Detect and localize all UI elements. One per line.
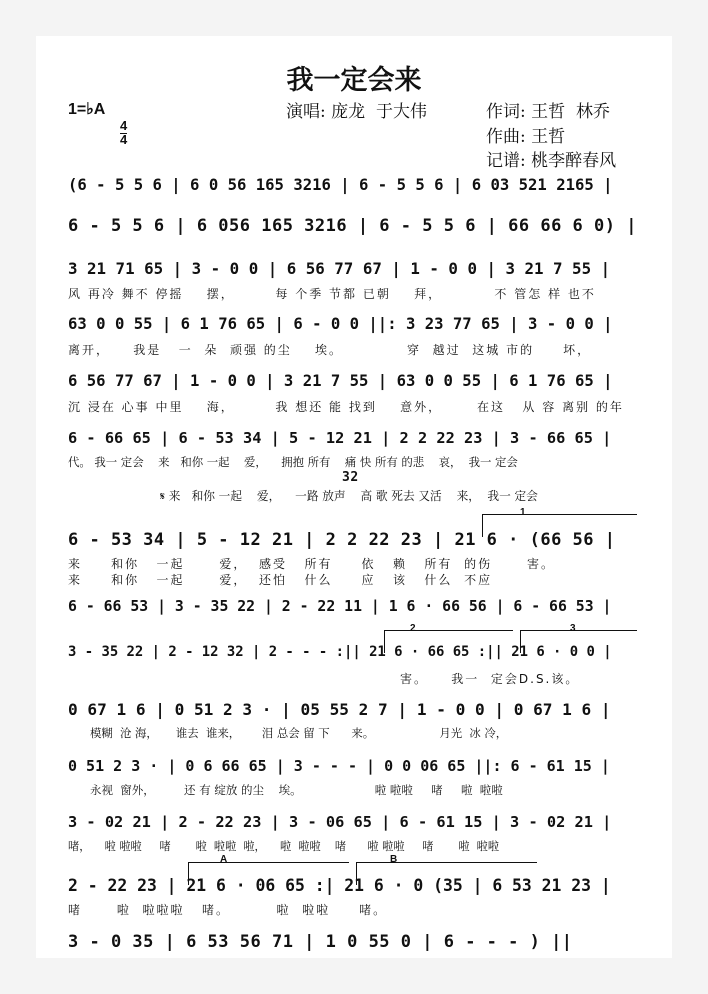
lyric-line: 风 再冷 舞不 停摇 摆， 每 个季 节都 已朝 拜， 不 管怎 样 也不 <box>68 287 596 301</box>
score-row: 6 - 66 53 | 3 - 35 22 | 2 - 22 11 | 1 6 · 66 56 | 6 - 66 53 | <box>68 598 612 615</box>
composer: 作曲: 王哲 <box>486 127 566 147</box>
score-row: 6 - 53 34 | 5 - 12 21 | 2 2 22 23 | 21 6 · (66 56 | <box>68 530 616 550</box>
score-row: (6 - 5 5 6 | 6 0 56 165 3216 | 6 - 5 5 6 | 6 03 521 2165 | <box>68 176 613 194</box>
score-row: 6 56 77 67 | 1 - 0 0 | 3 21 7 55 | 63 0 0 55 | 6 1 76 65 | <box>68 372 613 390</box>
score-row: 63 0 0 55 | 6 1 76 65 | 6 - 0 0 ||: 3 23 77 65 | 3 - 0 0 | <box>68 315 613 333</box>
lyric-line: 啫， 啦 啦啦 啫 啦 啦啦 啦， 啦 啦啦 啫 啦 啦啦 啫 啦 啦啦 <box>68 840 500 853</box>
score-row: 6 - 66 65 | 6 - 53 34 | 5 - 12 21 | 2 2 22 23 | 3 - 66 65 | <box>68 429 612 447</box>
lyric-line: 离开， 我是 一 朵 顽强 的尘 埃。 穿 越过 这城 市的 坏， <box>68 343 592 357</box>
score-row: 3 21 71 65 | 3 - 0 0 | 6 56 77 67 | 1 - 0 0 | 3 21 7 55 | <box>68 259 611 278</box>
volta-label: 2 <box>410 623 416 634</box>
lyric-line: 来 和你 一起 爱， 还怕 什么 应 该 什么 不应 <box>68 573 493 587</box>
time-signature: $\frac{4}{4}$ <box>120 118 128 147</box>
lyric-line: 沉 浸在 心事 中里 海， 我 想还 能 找到 意外， 在这 从 容 离别 的年 <box>68 400 624 414</box>
score-row: 0 51 2 3 · | 0 6 66 65 | 3 - - - | 0 0 06 65 ||: 6 - 61 15 | <box>68 757 610 775</box>
score-row: 0 67 1 6 | 0 51 2 3 · | 05 55 2 7 | 1 - 0 0 | 0 67 1 6 | <box>68 700 611 719</box>
score-row: 3 - 02 21 | 2 - 22 23 | 3 - 06 65 | 6 - 61 15 | 3 - 02 21 | <box>68 813 612 831</box>
score-row: 2 - 22 23 | 21 6 · 06 65 :| 21 6 · 0 (35 | 6 53 21 23 | <box>68 876 611 895</box>
volta-label: 3 <box>570 623 576 634</box>
score-row: 3 - 35 22 | 2 - 12 32 | 2 - - - :|| 21 6 · 66 65 :|| 21 6 · 0 0 | <box>68 644 612 660</box>
transcriber: 记谱: 桃李醉春风 <box>486 151 617 171</box>
section-label: A <box>220 854 228 865</box>
extra-note: 32 <box>342 470 359 485</box>
lyric-line: 代。 我一 定会 来 和你 一起 爱， 拥抱 所有 痛 快 所有 的悲 哀， 我一 定会 <box>68 455 518 469</box>
singers: 演唱: 庞龙 于大伟 <box>286 102 427 122</box>
key-signature: 1=♭A <box>68 101 106 118</box>
score-row: 3 - 0 35 | 6 53 56 71 | 1 0 55 0 | 6 - - - ) || <box>68 932 573 952</box>
lyricist: 作词: 王哲 林乔 <box>486 102 610 122</box>
lyric-line: 𝄋 来 和你 一起 爱， 一路 放声 高 歌 死去 又活 来， 我一 定会 <box>160 489 538 503</box>
lyric-line: 永视 窗外， 还 有 绽放 的尘 埃。 啦 啦啦 啫 啦 啦啦 <box>90 783 503 797</box>
section-label: B <box>390 854 398 865</box>
song-title: 我一定会来 <box>286 65 422 96</box>
volta-label: 1 <box>520 507 526 518</box>
lyric-line: 模糊 沧 海， 谁去 谁来， 泪 总会 留 下 来。 月光 冰 冷， <box>90 726 508 740</box>
lyric-line: 来 和你 一起 爱， 感受 所有 依 赖 所有 的伤 害。 <box>68 557 555 571</box>
score-row: 6 - 5 5 6 | 6 056 165 3216 | 6 - 5 5 6 | 66 66 6 0) | <box>68 216 637 236</box>
lyric-line: 害。 我一 定会D.S.该。 <box>400 672 580 686</box>
lyric-line: 啫 啦 啦啦啦 啫。 啦 啦啦 啫。 <box>68 903 388 917</box>
